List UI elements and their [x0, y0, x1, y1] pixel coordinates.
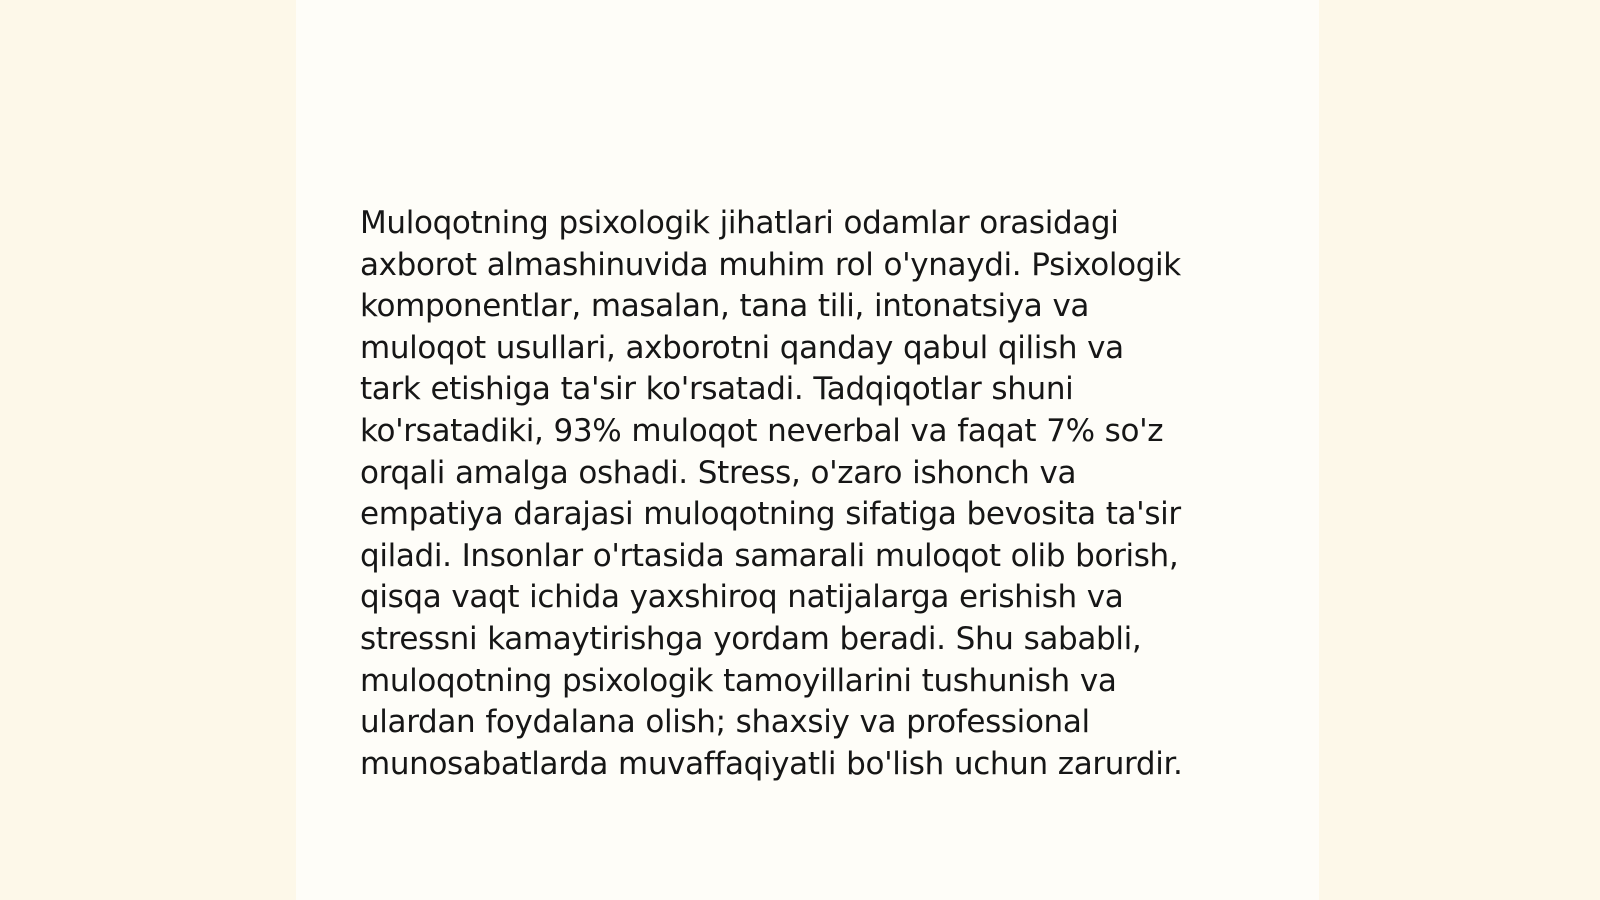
- paragraph-line: empatiya darajasi muloqotning sifatiga bevosita ta'sir: [360, 496, 1181, 533]
- paragraph-line: ko'rsatadiki, 93% muloqot neverbal va faqat 7% so'z: [360, 412, 1164, 449]
- paragraph-line: qisqa vaqt ichida yaxshiroq natijalarga erishish va: [360, 579, 1124, 616]
- paragraph-line: qiladi. Insonlar o'rtasida samarali muloqot olib borish,: [360, 537, 1179, 574]
- paragraph-line: orqali amalga oshadi. Stress, o'zaro ishonch va: [360, 454, 1077, 491]
- paragraph-line: komponentlar, masalan, tana tili, intonatsiya va: [360, 288, 1090, 325]
- paragraph-line: ulardan foydalana olish; shaxsiy va professional: [360, 704, 1090, 741]
- slide: [296, 0, 1319, 900]
- paragraph-line: muloqotning psixologik tamoyillarini tushunish va: [360, 662, 1117, 699]
- paragraph-line: Muloqotning psixologik jihatlari odamlar orasidagi: [360, 205, 1119, 241]
- paragraph-line: stressni kamaytirishga yordam beradi. Shu sababli,: [360, 620, 1142, 657]
- slide-body-paragraph: [360, 203, 1260, 785]
- paragraph-line: muloqot usullari, axborotni qanday qabul qilish va: [360, 329, 1124, 366]
- paragraph-line: munosabatlarda muvaffaqiyatli bo'lish uchun zarurdir.: [360, 745, 1183, 782]
- paragraph-line: tark etishiga ta'sir ko'rsatadi. Tadqiqotlar shuni: [360, 371, 1074, 408]
- paragraph-line: axborot almashinuvida muhim rol o'ynaydi. Psixologik: [360, 246, 1181, 283]
